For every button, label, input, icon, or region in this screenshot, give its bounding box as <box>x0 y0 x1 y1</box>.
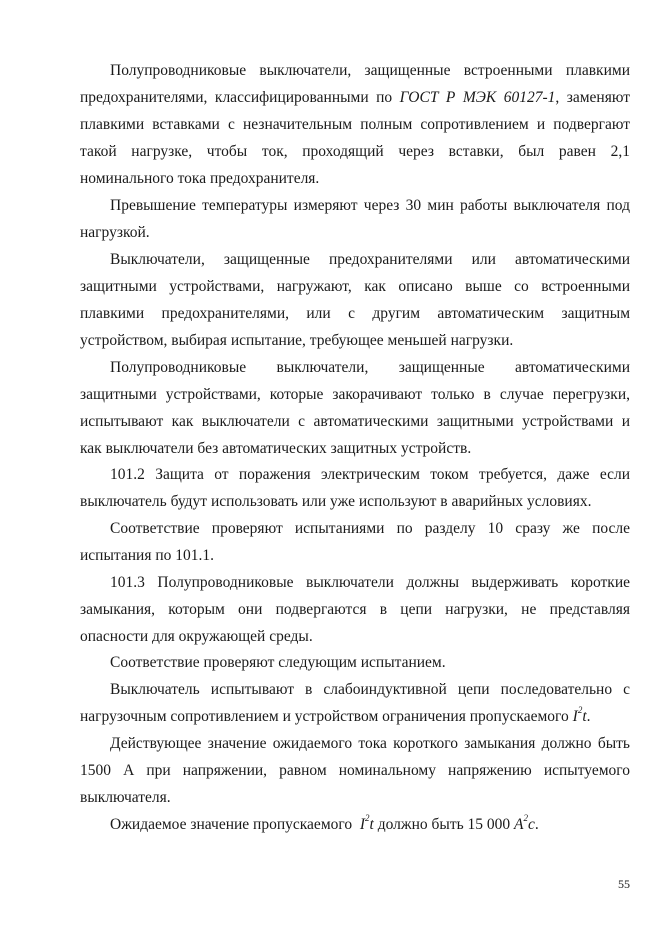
text-line: номинального тока предохранителя. <box>80 169 320 187</box>
formula-i2t: $I^2t$ <box>572 704 587 725</box>
unit-a2s: $А^2с$ <box>514 812 535 833</box>
text-line: Превышение температуры измеряют через 30 мин работы выключателя под <box>110 197 630 214</box>
text-line: плавкими вставками с незначительным полным сопротивлением и подвергают <box>80 115 630 133</box>
paragraph <box>80 812 630 839</box>
paragraph <box>80 731 630 812</box>
paragraph <box>80 247 630 355</box>
text-line: нагрузочным сопротивлением и устройством ограничения пропускаемого $I^2t$. <box>80 704 591 725</box>
text-line: 101.2 Защита от поражения электрическим током требуется, даже если <box>110 466 630 483</box>
paragraph <box>80 462 630 516</box>
text-line: опасности для окружающей среды. <box>80 627 313 645</box>
paragraph <box>80 193 630 247</box>
formula-i2t: $I^2t$ <box>359 812 374 833</box>
text-line: защитными устройствами, которые закорачивают только в случае перегрузки, <box>80 385 630 403</box>
text-line: как выключатели без автоматических защитных устройств. <box>80 439 472 457</box>
text-line: Ожидаемое значение пропускаемого $I^2t$ должно быть 15 000 $А^2с$. <box>110 812 539 833</box>
paragraph <box>80 355 630 463</box>
paragraph <box>80 650 630 677</box>
page-number: 55 <box>618 877 630 891</box>
text-line: выключатель будут использовать или уже используют в аварийных условиях. <box>80 492 592 510</box>
text-line: Соответствие проверяют испытаниями по разделу 10 сразу же после <box>110 520 630 537</box>
text-line: защитными устройствами, нагружают, как описано выше со встроенными <box>80 277 630 295</box>
text-line: Действующее значение ожидаемого тока короткого замыкания должно быть <box>110 735 630 752</box>
text-line: Соответствие проверяют следующим испытанием. <box>110 654 446 671</box>
text-line: испытания по 101.1. <box>80 546 214 564</box>
text-line: выключателя. <box>80 788 171 806</box>
text-line: устройством, выбирая испытание, требующее меньшей нагрузки. <box>80 331 514 349</box>
text-line: такой нагрузке, чтобы ток, проходящий через вставки, был равен 2,1 <box>80 142 630 160</box>
paragraph <box>80 516 630 570</box>
text-line: Полупроводниковые выключатели, защищенные встроенными плавкими <box>110 62 630 79</box>
paragraph <box>80 677 630 731</box>
text-line: Выключатели, защищенные предохранителями или автоматическими <box>110 251 630 268</box>
text-line: 1500 А при напряжении, равном номинальному напряжению испытуемого <box>80 761 630 779</box>
text-line: замыкания, которым они подвергаются в цепи нагрузки, не представляя <box>80 600 630 618</box>
text-line: 101.3 Полупроводниковые выключатели должны выдерживать короткие <box>110 574 630 591</box>
text-line: Выключатель испытывают в слабоиндуктивной цепи последовательно с <box>110 681 630 698</box>
paragraph <box>80 58 630 192</box>
text-line: плавкими предохранителями, или с другим автоматическим защитным <box>80 304 630 322</box>
text-line: предохранителями, классифицированными по ГОСТ Р МЭК 60127-1, заменяют <box>80 88 630 106</box>
paragraph <box>80 570 630 651</box>
text-line: нагрузкой. <box>80 223 150 241</box>
text-line: испытывают как выключатели с автоматическими защитными устройствами и <box>80 412 630 430</box>
text-line: Полупроводниковые выключатели, защищенные автоматическими <box>110 359 630 376</box>
standard-reference: ГОСТ Р МЭК 60127-1 <box>399 88 556 106</box>
